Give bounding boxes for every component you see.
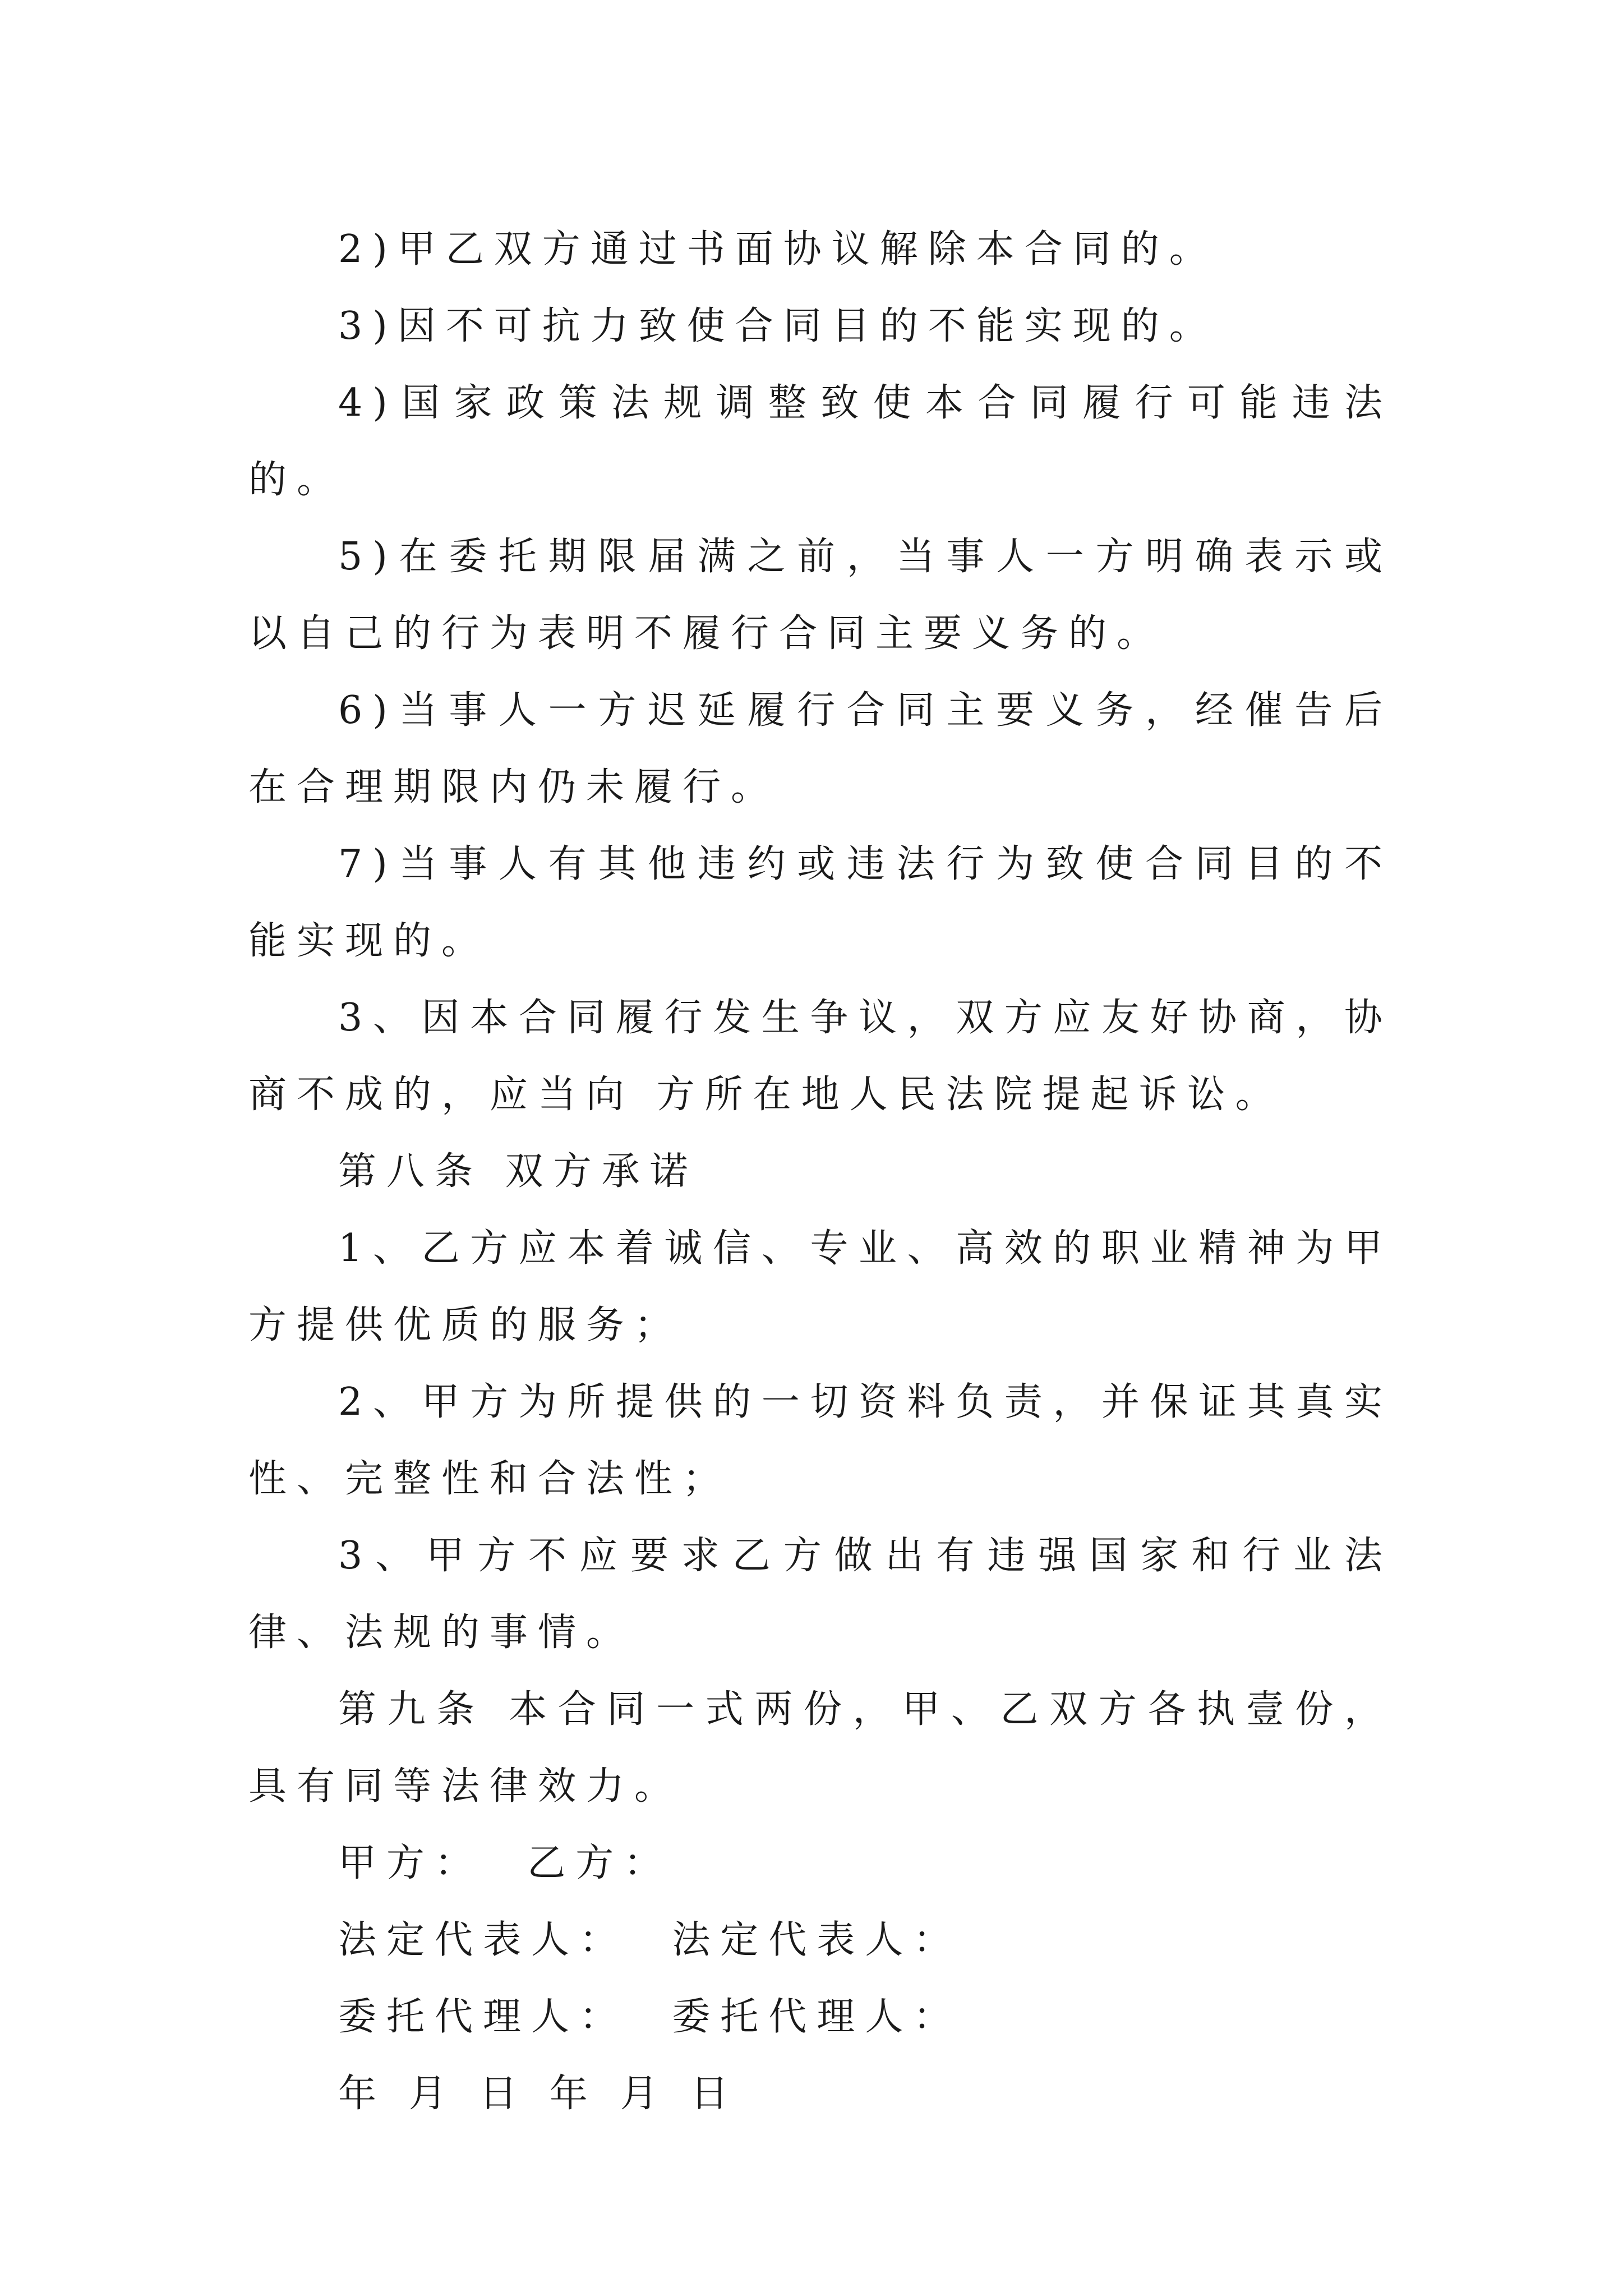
signature-parties: 甲方： 乙方：	[338, 1841, 672, 1885]
clause-termination-4: 4)国家政策法规调整致使本合同履行可能违法的。	[248, 381, 1393, 502]
document-body	[248, 211, 1393, 2132]
article-8-heading: 第八条 双方承诺	[338, 1149, 698, 1194]
commitment-3: 3、甲方不应要求乙方做出有违强国家和行业法律、法规的事情。	[248, 1534, 1393, 1655]
commitment-1: 1、乙方应本着诚信、专业、高效的职业精神为甲方提供优质的服务；	[248, 1226, 1393, 1347]
clause-dispute-resolution: 3、因本合同履行发生争议，双方应友好协商，协商不成的，应当向 方所在地人民法院提起诉讼。	[248, 996, 1393, 1117]
clause-termination-7: 7)当事人有其他违约或违法行为致使合同目的不能实现的。	[248, 842, 1393, 963]
article-9: 第九条 本合同一式两份，甲、乙双方各执壹份，具有同等法律效力。	[248, 1687, 1393, 1809]
clause-termination-3: 3)因不可抗力致使合同目的不能实现的。	[338, 304, 1218, 348]
clause-termination-5: 5)在委托期限届满之前，当事人一方明确表示或以自己的行为表明不履行合同主要义务的。	[248, 535, 1393, 656]
clause-termination-2: 2)甲乙双方通过书面协议解除本合同的。	[338, 227, 1218, 272]
signature-dates: 年 月 日 年 月 日	[338, 2072, 739, 2116]
signature-agents: 委托代理人： 委托代理人：	[338, 1995, 962, 2039]
clause-termination-6: 6)当事人一方迟延履行合同主要义务，经催告后在合理期限内仍未履行。	[248, 688, 1393, 809]
commitment-2: 2、甲方为所提供的一切资料负责，并保证其真实性、完整性和合法性；	[248, 1380, 1393, 1501]
signature-legal-representatives: 法定代表人： 法定代表人：	[338, 1918, 962, 1962]
